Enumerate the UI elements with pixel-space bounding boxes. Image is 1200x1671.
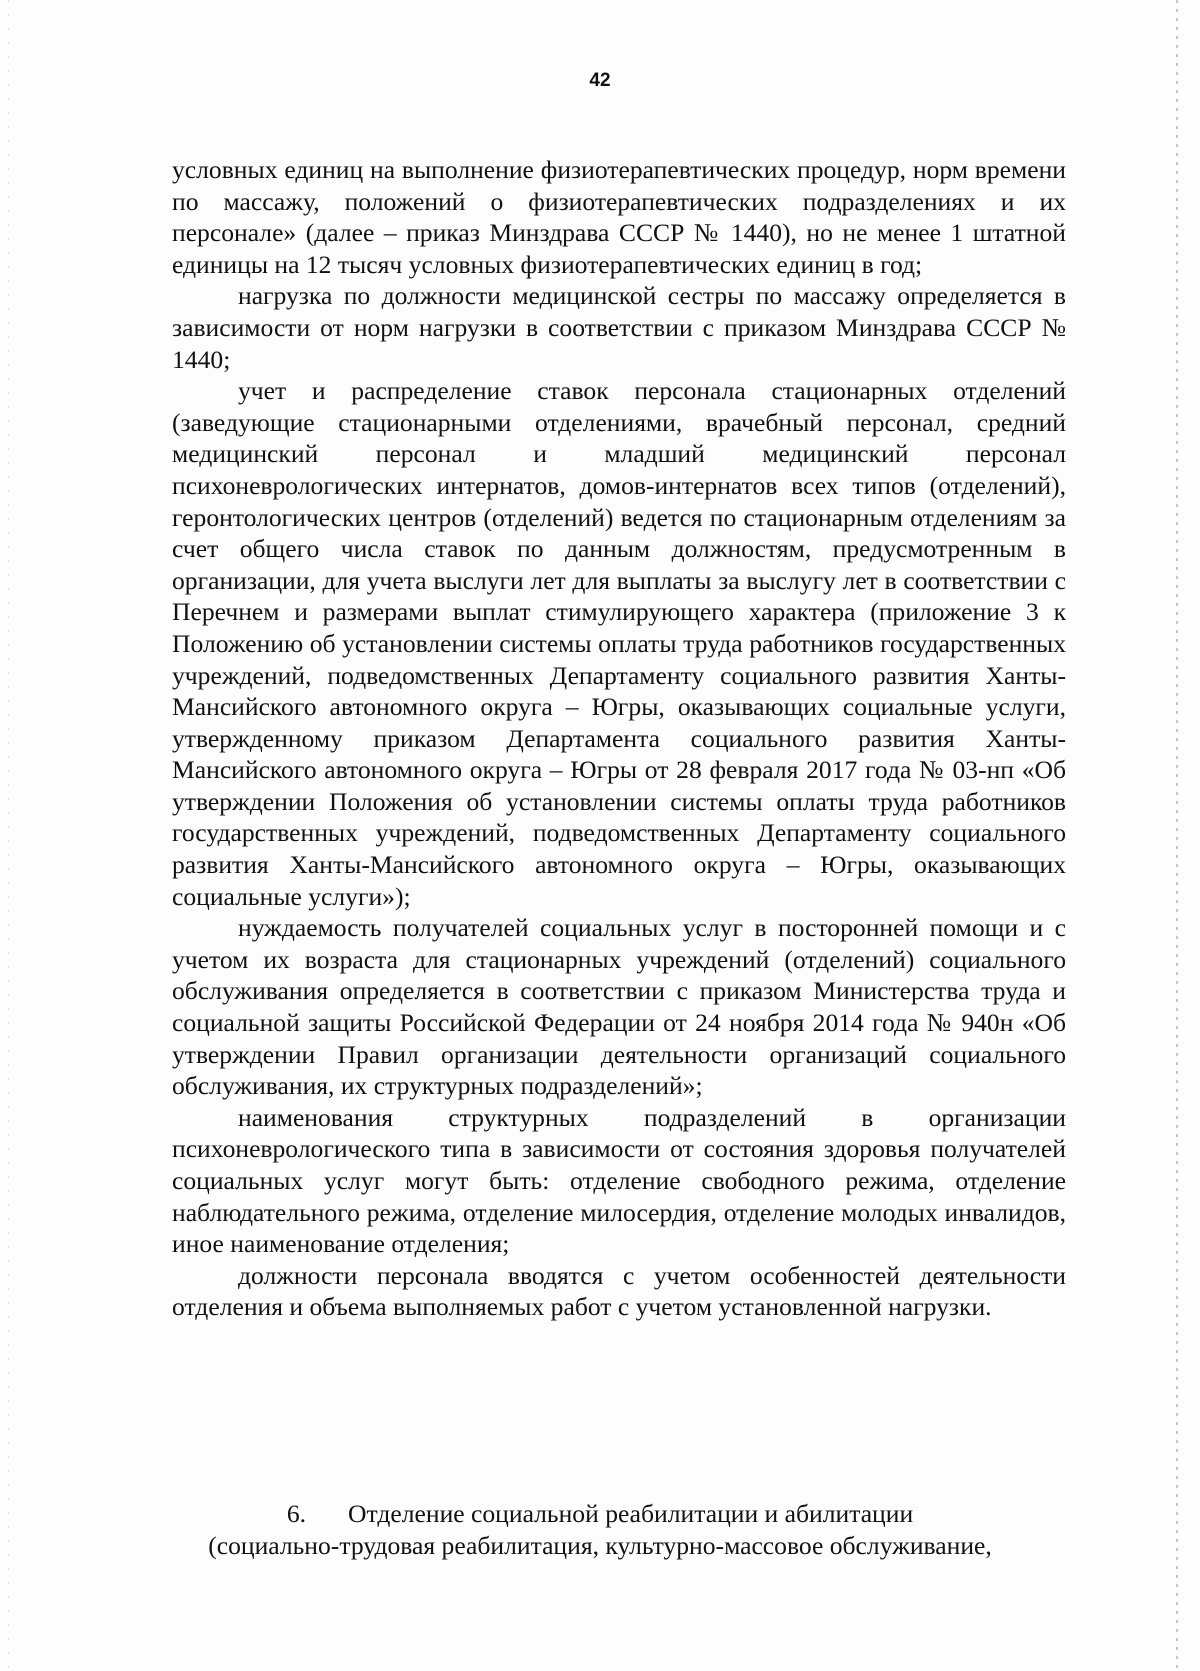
section-number: 6. xyxy=(286,1499,307,1528)
paragraph-6: должности персонала вводятся с учетом особенностей деятельности отделения и объема выполняемых работ с учетом установленной нагрузки. xyxy=(172,1260,1066,1322)
paragraph-3: учет и распределение ставок персонала стационарных отделений (заведующие стационарными отделениями, врачебный персонал, средний медицинский персонал и младший медицинский персонал психоневрологических интернатов, домов-интернатов всех типов (отделений), геронтологических центров (отделений) ведется по стационарным отделениям за счет общего числа ставок по данным должностям, предусмотренным в организации, для учета выслуги лет для выплаты за выслугу лет в соответствии с Перечнем и размерами выплат стимулирующего характера (приложение 3 к Положению об установлении системы оплаты труда работников государственных учреждений, подведомственных Департаменту социального развития Ханты-Мансийского автономного округа – Югры, оказывающих социальные услуги, утвержденному приказом Департамента социального развития Ханты-Мансийского автономного округа – Югры от 28 февраля 2017 года № 03-нп «Об утверждении Положения об установлении системы оплаты труда работников государственных учреждений, подведомственных Департаменту социального развития Ханты-Мансийского автономного округа – Югры, оказывающих социальные услуги»); xyxy=(172,376,1066,911)
section-heading xyxy=(0,1498,1200,1530)
scan-edge-right xyxy=(1176,0,1178,1671)
paragraph-2: нагрузка по должности медицинской сестры по массажу определяется в зависимости от норм нагрузки в соответствии с приказом Минздрава СССР № 1440; xyxy=(172,281,1066,374)
body-text xyxy=(172,154,1066,1323)
scan-edge-left xyxy=(8,0,9,1671)
section-subtitle: (социально-трудовая реабилитация, культурно-массовое обслуживание, xyxy=(208,1531,992,1560)
paragraph-5: наименования структурных подразделений в организации психоневрологического типа в зависимости от состояния здоровья получателей социальных услуг могут быть: отделение свободного режима, отделение наблюдательного режима, отделение милосердия, отделение молодых инвалидов, иное наименование отделения; xyxy=(172,1102,1066,1259)
paragraph-1: условных единиц на выполнение физиотерапевтических процедур, норм времени по массажу, положений о физиотерапевтических подразделениях и их персонале» (далее – приказ Минздрава СССР № 1440), но не менее 1 штатной единицы на 12 тысяч условных физиотерапевтических единиц в год; xyxy=(172,155,1066,279)
section-title: Отделение социальной реабилитации и абилитации xyxy=(348,1499,914,1528)
page-number: 42 xyxy=(589,70,611,91)
paragraph-4: нуждаемость получателей социальных услуг в посторонней помощи и с учетом их возраста для стационарных учреждений (отделений) социального обслуживания определяется в соответствии с приказом Министерства труда и социальной защиты Российской Федерации от 24 ноября 2014 года № 940н «Об утверждении Правил организации деятельности организаций социального обслуживания, их структурных подразделений»; xyxy=(172,913,1066,1101)
